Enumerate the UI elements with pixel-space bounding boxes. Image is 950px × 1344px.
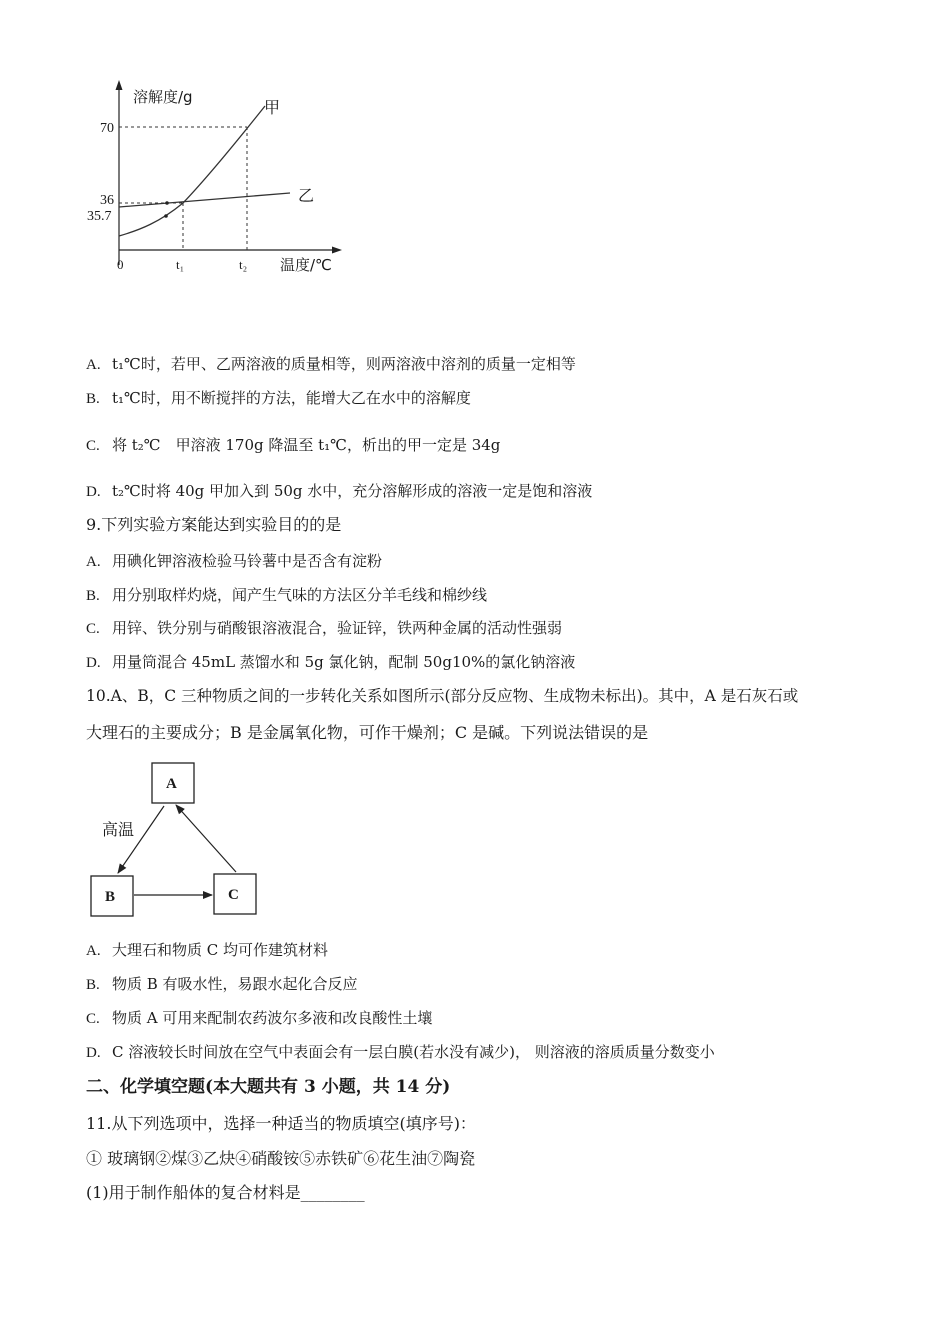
option-text: t₂℃时将 40g 甲加入到 50g 水中，充分溶解形成的溶液一定是饱和溶液 <box>112 482 593 500</box>
x-tick-t2: t₂ <box>239 257 248 272</box>
q11-part1: (1)用于制作船体的复合材料是________ <box>86 1183 365 1202</box>
q8-option-a <box>86 354 576 375</box>
q10-option-b <box>86 974 358 995</box>
condition-label: 高温 <box>102 820 135 839</box>
option-letter: B. <box>86 588 100 604</box>
y-axis-arrow <box>116 80 123 90</box>
option-text: 将 t₂℃ 甲溶液 170g 降温至 t₁℃，析出的甲一定是 34g <box>112 436 501 454</box>
conversion-diagram <box>0 750 300 930</box>
q9-option-d <box>86 652 575 673</box>
option-text: C 溶液较长时间放在空气中表面会有一层白膜(若水没有减少)， 则溶液的溶质质量分数变小 <box>112 1043 715 1061</box>
option-text: 用碘化钾溶液检验马铃薯中是否含有淀粉 <box>112 552 383 570</box>
box-b-label: B <box>105 889 116 905</box>
option-letter: D. <box>86 1045 101 1061</box>
option-text: t₁℃时，若甲、乙两溶液的质量相等，则两溶液中溶剂的质量一定相等 <box>112 355 576 373</box>
curve-jia-label: 甲 <box>264 98 281 117</box>
option-letter: C. <box>86 1011 100 1027</box>
q11-stem: 11.从下列选项中，选择一种适当的物质填空(填序号)： <box>86 1114 476 1133</box>
q8-option-b <box>86 388 471 409</box>
option-text: 大理石和物质 C 均可作建筑材料 <box>112 941 329 959</box>
point-mark <box>165 201 169 205</box>
q10-stem-line2: 大理石的主要成分；B 是金属氧化物，可作干燥剂；C 是碱。下列说法错误的是 <box>86 723 649 742</box>
option-letter: D. <box>86 484 101 500</box>
q8-option-d <box>86 481 592 502</box>
origin-label: 0 <box>117 257 124 272</box>
q9-stem: 9.下列实验方案能达到实验目的的是 <box>86 515 342 534</box>
option-text: t₁℃时，用不断搅拌的方法，能增大乙在水中的溶解度 <box>112 389 471 407</box>
curve-yi-label: 乙 <box>298 186 315 205</box>
solubility-graph <box>0 60 360 360</box>
option-letter: B. <box>86 391 100 407</box>
option-letter: A. <box>86 943 101 959</box>
box-c-label: C <box>228 887 239 903</box>
arrow-a-to-b <box>118 806 164 873</box>
x-axis-label: 温度/℃ <box>280 256 332 274</box>
q10-option-c <box>86 1008 432 1029</box>
y-tick-357: 35.7 <box>87 209 112 224</box>
q9-option-c <box>86 618 562 639</box>
x-axis-arrow <box>332 247 342 254</box>
q9-option-b <box>86 585 487 606</box>
curve-yi <box>119 193 290 207</box>
q8-option-c <box>86 435 500 456</box>
y-tick-70: 70 <box>100 121 114 136</box>
option-text: 用锌、铁分别与硝酸银溶液混合，验证锌，铁两种金属的活动性强弱 <box>112 619 563 637</box>
option-letter: D. <box>86 655 101 671</box>
option-text: 物质 A 可用来配制农药波尔多液和改良酸性土壤 <box>112 1009 433 1027</box>
curve-jia <box>119 106 265 236</box>
option-letter: A. <box>86 554 101 570</box>
q10-option-d <box>86 1042 715 1063</box>
option-text: 用量筒混合 45mL 蒸馏水和 5g 氯化钠，配制 50g10%的氯化钠溶液 <box>112 653 576 671</box>
q9-option-a <box>86 551 382 572</box>
arrow-c-to-a <box>176 805 236 872</box>
option-letter: B. <box>86 977 100 993</box>
option-text: 物质 B 有吸水性，易跟水起化合反应 <box>112 975 358 993</box>
y-axis-label: 溶解度/g <box>133 88 193 106</box>
q10-stem-line1: 10.A、B，C 三种物质之间的一步转化关系如图所示(部分反应物、生成物未标出)。其中，A 是石灰石或 <box>86 687 799 705</box>
y-tick-36: 36 <box>100 193 114 208</box>
option-letter: A. <box>86 357 101 373</box>
x-tick-t1: t₁ <box>176 257 185 272</box>
q10-option-a <box>86 940 328 961</box>
point-mark <box>164 214 168 218</box>
q11-choices: ① 玻璃钢②煤③乙炔④硝酸铵⑤赤铁矿⑥花生油⑦陶瓷 <box>86 1149 476 1168</box>
option-letter: C. <box>86 438 100 454</box>
option-letter: C. <box>86 621 100 637</box>
box-a-label: A <box>166 776 177 792</box>
option-text: 用分别取样灼烧，闻产生气味的方法区分羊毛线和棉纱线 <box>112 586 488 604</box>
section-heading: 二、化学填空题(本大题共有 3 小题，共 14 分) <box>86 1077 451 1097</box>
